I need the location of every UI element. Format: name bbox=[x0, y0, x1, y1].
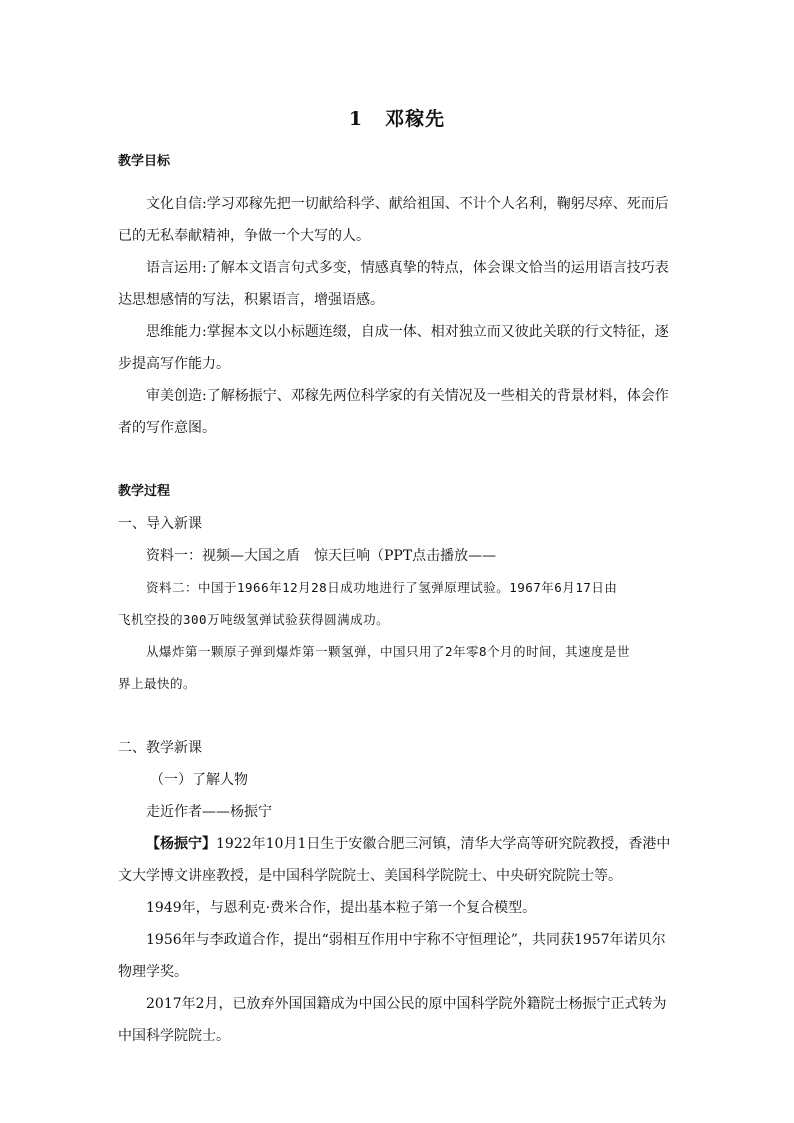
page-title bbox=[0, 104, 794, 131]
event-2017-line1: 2017年2月，已放弃外国国籍成为中国公民的原中国科学院外籍院士杨振宁正式转为 bbox=[146, 996, 667, 1012]
goal-text: 已的无私奉献精神，争做一个大写的人。 bbox=[118, 228, 370, 244]
part1-title: 一、导入新课 bbox=[118, 516, 202, 532]
process-heading: 教学过程 bbox=[118, 484, 171, 499]
document-body bbox=[118, 146, 678, 1052]
lesson-number: 1 bbox=[348, 108, 364, 130]
goal-item-thinking bbox=[118, 316, 678, 380]
goal-item-aesthetic bbox=[118, 380, 678, 444]
event-1956-line1: 1956年与李政道合作，提出“弱相互作用中宇称不守恒理论”，共同获1957年诺贝尔 bbox=[146, 932, 666, 948]
event-1956-line2: 物理学奖。 bbox=[118, 964, 188, 980]
goal-text: 者的写作意图。 bbox=[118, 420, 216, 436]
goal-item-language bbox=[118, 252, 678, 316]
goal-text: 达思想感情的写法，积累语言，增强语感。 bbox=[118, 292, 384, 308]
goal-label: 语言运用: bbox=[146, 260, 207, 276]
goal-text: 了解本文语言句式多变，情感真挚的特点，体会课文恰当的运用语言技巧表 bbox=[206, 260, 669, 276]
goals-heading: 教学目标 bbox=[118, 154, 171, 169]
event-2017-line2: 中国科学院院士。 bbox=[118, 1028, 230, 1044]
author-intro: 走近作者——杨振宁 bbox=[146, 804, 272, 820]
goal-text: 掌握本文以小标题连缀，自成一体、相对独立而又彼此关联的行文特征，逐 bbox=[206, 324, 669, 340]
part2-subtitle: （一）了解人物 bbox=[150, 772, 248, 788]
bio-text-line2: 文大学博文讲座教授，是中国科学院院士、美国科学院院士、中央研究院院士等。 bbox=[118, 868, 622, 884]
goal-label: 思维能力: bbox=[146, 324, 207, 340]
material-3-line1: 从爆炸第一颗原子弹到爆炸第一颗氢弹，中国只用了2年零8个月的时间，其速度是世 bbox=[146, 644, 631, 659]
material-2-line2: 飞机空投的300万吨级氢弹试验获得圆满成功。 bbox=[118, 612, 390, 627]
material-3-line2: 界上最快的。 bbox=[118, 676, 197, 691]
lesson-title: 邓稼先 bbox=[385, 108, 446, 130]
goal-text: 了解杨振宁、邓稼先两位科学家的有关情况及一些相关的背景材料，体会作 bbox=[206, 388, 669, 404]
material-2-line1: 资料二：中国于1966年12月28日成功地进行了氢弹原理试验。1967年6月17日由 bbox=[146, 580, 618, 595]
goal-label: 文化自信: bbox=[146, 196, 207, 212]
goal-text: 学习邓稼先把一切献给科学、献给祖国、不计个人名利，鞠躬尽瘁、死而后 bbox=[206, 196, 669, 212]
goal-text: 步提高写作能力。 bbox=[118, 356, 230, 372]
part2-title: 二、教学新课 bbox=[118, 740, 202, 756]
material-1: 资料一：视频—大国之盾 惊天巨响（PPT点击播放—— bbox=[146, 548, 497, 564]
bio-text: 1922年10月1日生于安徽合肥三河镇，清华大学高等研究院教授，香港中 bbox=[216, 836, 671, 852]
goal-label: 审美创造: bbox=[146, 388, 207, 404]
event-1949: 1949年，与恩利克·费米合作，提出基本粒子第一个复合模型。 bbox=[146, 900, 537, 916]
goal-item-culture bbox=[118, 188, 678, 252]
bio-label: 【杨振宁】 bbox=[146, 836, 216, 852]
